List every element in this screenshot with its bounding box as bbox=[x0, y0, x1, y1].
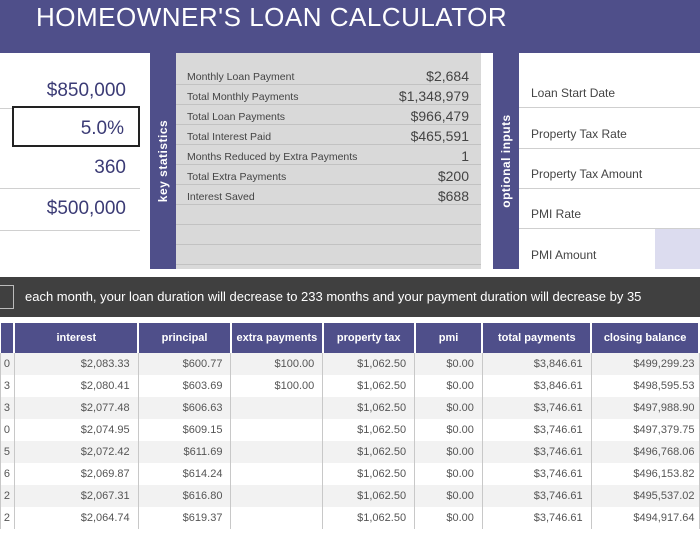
table-cell: 5 bbox=[1, 441, 15, 463]
key-statistics-label: key statistics bbox=[156, 119, 170, 203]
stat-value: $2,684 bbox=[426, 68, 469, 84]
table-row bbox=[1, 397, 700, 419]
table-cell: $1,062.50 bbox=[323, 397, 415, 419]
optional-inputs-panel bbox=[519, 53, 700, 269]
stat-row-empty bbox=[176, 225, 481, 245]
table-cell: $2,077.48 bbox=[14, 397, 138, 419]
table-cell: $2,064.74 bbox=[14, 507, 138, 529]
table-cell: $609.15 bbox=[138, 419, 231, 441]
stat-label: Monthly Loan Payment bbox=[187, 71, 295, 83]
optional-label: PMI Amount bbox=[531, 248, 597, 262]
stat-row bbox=[176, 85, 481, 105]
table-cell: $616.80 bbox=[138, 485, 231, 507]
table-cell: $2,074.95 bbox=[14, 419, 138, 441]
table-cell[interactable]: $100.00 bbox=[231, 375, 323, 397]
table-cell: $497,988.90 bbox=[591, 397, 699, 419]
table-cell: $3,746.61 bbox=[482, 419, 591, 441]
stat-row bbox=[176, 105, 481, 125]
stat-label: Total Monthly Payments bbox=[187, 91, 299, 103]
column-header[interactable]: closing balance bbox=[591, 323, 699, 353]
table-cell: $614.24 bbox=[138, 463, 231, 485]
stat-value: $688 bbox=[437, 188, 469, 204]
optional-label: Property Tax Rate bbox=[531, 127, 627, 141]
key-statistics-bar bbox=[150, 53, 176, 269]
extra-payment-checkbox[interactable] bbox=[0, 285, 14, 309]
table-cell: $0.00 bbox=[415, 441, 483, 463]
stat-row-empty bbox=[176, 205, 481, 225]
table-row bbox=[1, 353, 700, 375]
column-header[interactable]: total payments bbox=[482, 323, 591, 353]
stat-label: Months Reduced by Extra Payments bbox=[187, 151, 358, 163]
optional-row-property-tax-rate[interactable] bbox=[519, 108, 700, 149]
table-row bbox=[1, 375, 700, 397]
table-cell: $603.69 bbox=[138, 375, 231, 397]
table-cell: $606.63 bbox=[138, 397, 231, 419]
table-cell: 0 bbox=[1, 419, 15, 441]
interest-rate-cell[interactable] bbox=[12, 106, 140, 147]
loan-input-panel bbox=[0, 53, 150, 269]
pmi-amount-input[interactable] bbox=[655, 229, 700, 269]
stat-row bbox=[176, 65, 481, 85]
table-cell[interactable] bbox=[231, 419, 323, 441]
stat-label: Total Extra Payments bbox=[187, 171, 287, 183]
table-cell: 3 bbox=[1, 375, 15, 397]
extra-payment-message: each month, your loan duration will decrease to 233 months and your payment duration will decrease by 35 bbox=[25, 289, 642, 304]
table-cell: $0.00 bbox=[415, 463, 483, 485]
table-row bbox=[1, 485, 700, 507]
table-cell: $611.69 bbox=[138, 441, 231, 463]
table-cell: $619.37 bbox=[138, 507, 231, 529]
table-cell: $499,299.23 bbox=[591, 353, 699, 375]
table-cell[interactable]: $100.00 bbox=[231, 353, 323, 375]
optional-row-property-tax-amount[interactable] bbox=[519, 149, 700, 189]
table-cell: $3,746.61 bbox=[482, 441, 591, 463]
key-statistics-panel bbox=[176, 53, 481, 269]
loan-fourth-cell[interactable] bbox=[0, 189, 140, 231]
table-cell: $497,379.75 bbox=[591, 419, 699, 441]
stat-value: 1 bbox=[461, 148, 469, 164]
optional-row-loan-start-date[interactable] bbox=[519, 69, 700, 108]
table-cell[interactable] bbox=[231, 397, 323, 419]
stat-row bbox=[176, 165, 481, 185]
table-cell: $1,062.50 bbox=[323, 485, 415, 507]
table-cell: $3,746.61 bbox=[482, 507, 591, 529]
stat-row bbox=[176, 185, 481, 205]
optional-inputs-bar bbox=[493, 53, 519, 269]
loan-amount-value: $850,000 bbox=[46, 80, 126, 101]
table-cell: $2,083.33 bbox=[14, 353, 138, 375]
loan-period-value: 360 bbox=[94, 157, 126, 178]
table-cell: $2,069.87 bbox=[14, 463, 138, 485]
table-cell: $0.00 bbox=[415, 397, 483, 419]
table-cell: 2 bbox=[1, 507, 15, 529]
table-cell: 3 bbox=[1, 397, 15, 419]
table-cell: $2,072.42 bbox=[14, 441, 138, 463]
amortization-table bbox=[0, 323, 700, 529]
optional-label: Loan Start Date bbox=[531, 86, 616, 100]
table-cell[interactable] bbox=[231, 507, 323, 529]
stat-row bbox=[176, 125, 481, 145]
interest-rate-value: 5.0% bbox=[80, 118, 124, 139]
page-title: HOMEOWNER'S LOAN CALCULATOR bbox=[36, 2, 508, 32]
table-cell[interactable] bbox=[231, 485, 323, 507]
stat-value: $966,479 bbox=[410, 108, 469, 124]
loan-fourth-value: $500,000 bbox=[46, 198, 126, 219]
table-cell: $3,846.61 bbox=[482, 375, 591, 397]
table-cell: $1,062.50 bbox=[323, 441, 415, 463]
table-cell: 2 bbox=[1, 485, 15, 507]
table-cell: $0.00 bbox=[415, 353, 483, 375]
table-cell: $1,062.50 bbox=[323, 463, 415, 485]
table-cell: 0 bbox=[1, 353, 15, 375]
column-header[interactable]: interest bbox=[14, 323, 138, 353]
table-cell: $498,595.53 bbox=[591, 375, 699, 397]
optional-inputs-label: optional inputs bbox=[499, 114, 513, 208]
table-cell: $1,062.50 bbox=[323, 419, 415, 441]
stat-value: $200 bbox=[437, 168, 469, 184]
table-cell: $0.00 bbox=[415, 419, 483, 441]
table-cell[interactable] bbox=[231, 463, 323, 485]
optional-row-pmi-rate[interactable] bbox=[519, 189, 700, 229]
table-cell: $600.77 bbox=[138, 353, 231, 375]
table-row bbox=[1, 441, 700, 463]
column-header bbox=[1, 323, 15, 353]
column-header[interactable]: property tax bbox=[323, 323, 415, 353]
stat-label: Total Interest Paid bbox=[187, 131, 272, 143]
loan-period-cell[interactable] bbox=[0, 149, 140, 189]
stat-value: $1,348,979 bbox=[398, 88, 469, 104]
table-cell: $2,080.41 bbox=[14, 375, 138, 397]
table-cell: $3,746.61 bbox=[482, 397, 591, 419]
table-cell: $0.00 bbox=[415, 507, 483, 529]
table-cell: $0.00 bbox=[415, 485, 483, 507]
table-cell: 6 bbox=[1, 463, 15, 485]
table-cell: $3,846.61 bbox=[482, 353, 591, 375]
table-cell: $1,062.50 bbox=[323, 353, 415, 375]
table-row bbox=[1, 419, 700, 441]
optional-label: PMI Rate bbox=[531, 207, 582, 221]
table-cell: $1,062.50 bbox=[323, 507, 415, 529]
stat-label: Interest Saved bbox=[187, 191, 255, 203]
stat-label: Total Loan Payments bbox=[187, 111, 286, 123]
table-cell: $1,062.50 bbox=[323, 375, 415, 397]
table-cell: $0.00 bbox=[415, 375, 483, 397]
table-cell: $3,746.61 bbox=[482, 463, 591, 485]
table-cell: $2,067.31 bbox=[14, 485, 138, 507]
stat-row-empty bbox=[176, 245, 481, 265]
table-cell: $495,537.02 bbox=[591, 485, 699, 507]
table-cell: $496,768.06 bbox=[591, 441, 699, 463]
optional-label: Property Tax Amount bbox=[531, 167, 643, 181]
table-cell: $494,917.64 bbox=[591, 507, 699, 529]
loan-amount-cell[interactable] bbox=[0, 69, 140, 109]
table-row bbox=[1, 507, 700, 529]
column-header[interactable]: principal bbox=[138, 323, 231, 353]
table-header-row bbox=[1, 323, 700, 353]
stat-value: $465,591 bbox=[410, 128, 469, 144]
table-row bbox=[1, 463, 700, 485]
table-cell: $496,153.82 bbox=[591, 463, 699, 485]
table-cell: $3,746.61 bbox=[482, 485, 591, 507]
column-header[interactable]: pmi bbox=[415, 323, 483, 353]
table-cell[interactable] bbox=[231, 441, 323, 463]
column-header[interactable]: extra payments bbox=[231, 323, 323, 353]
header-bar bbox=[0, 0, 700, 53]
stat-row bbox=[176, 145, 481, 165]
